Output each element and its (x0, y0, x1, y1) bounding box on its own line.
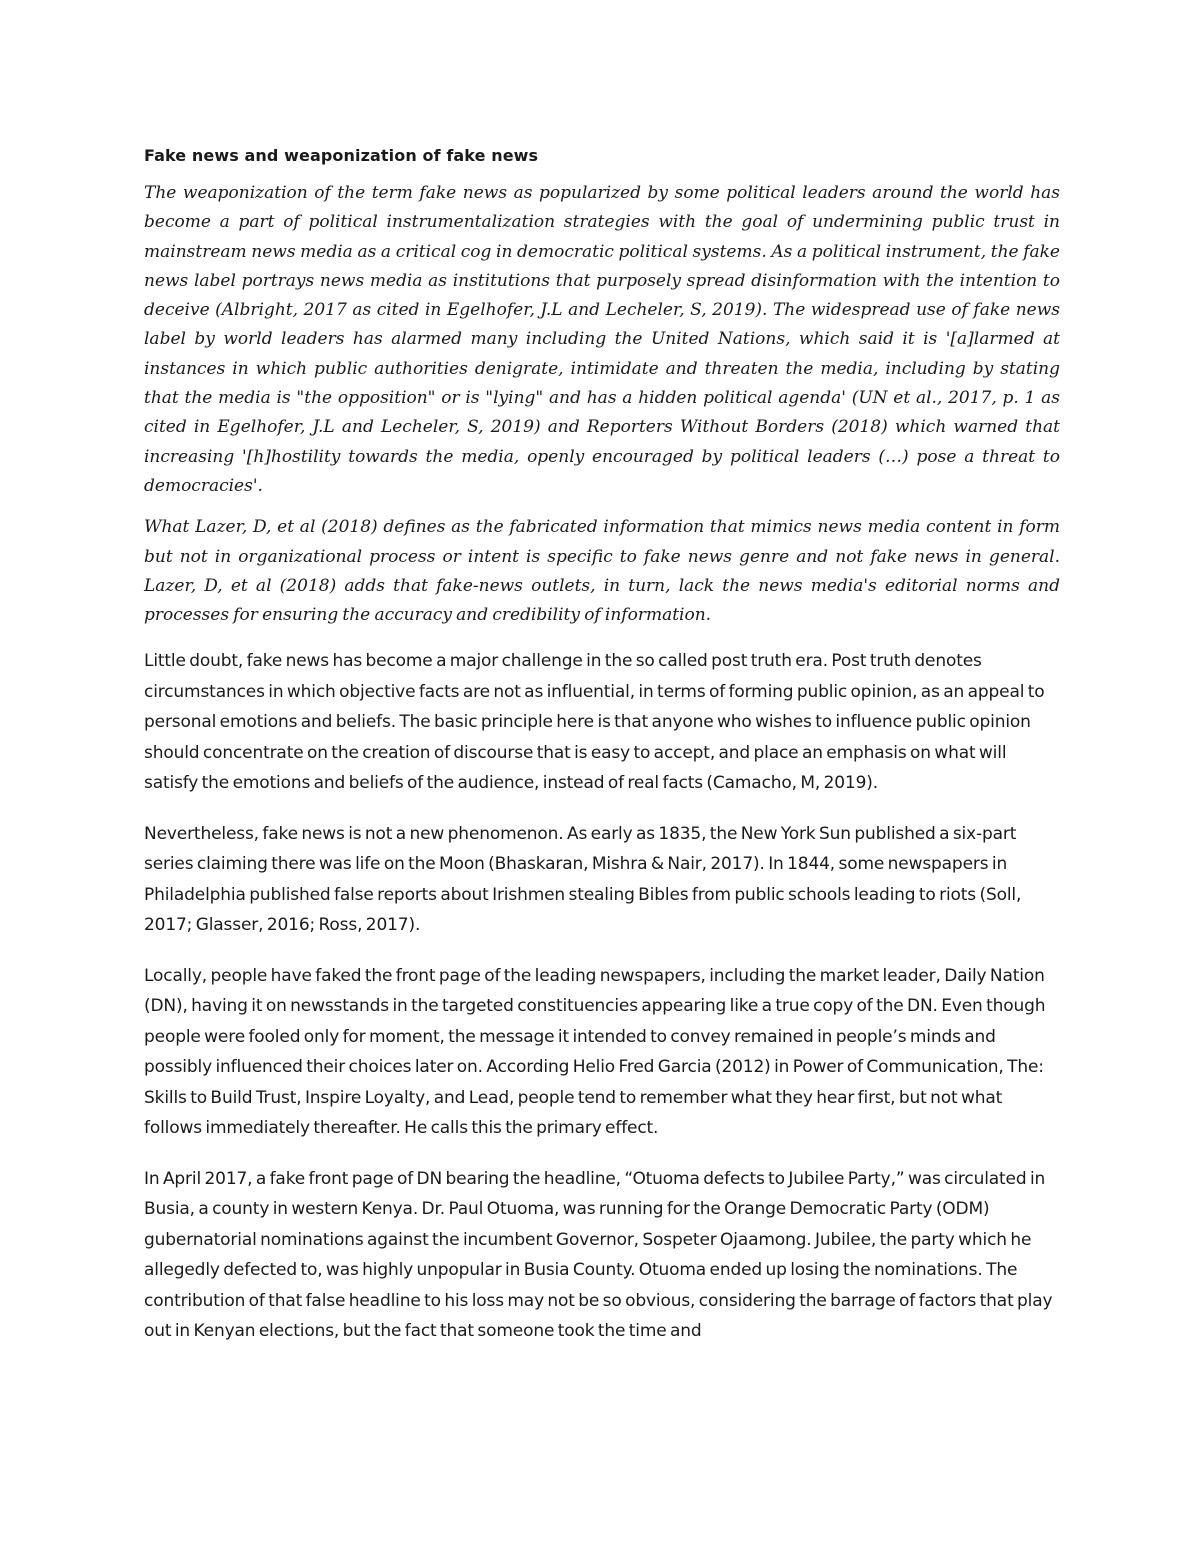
paragraph-otuoma-case: In April 2017, a fake front page of DN bearing the headline, “Otuoma defects to Jubilee Party,” was circulated in Busia, a county in western Kenya. Dr. Paul Otuoma, was running for the Orange Democratic Party (ODM) gubernatorial nominations against the incumbent Governor, Sospeter Ojaamong. Jubilee, the party which he allegedly defected to, was highly unpopular in Busia County. Otuoma ended up losing the nominations. The contribution of that false headline to his loss may not be so obvious, considering the barrage of factors that play out in Kenyan elections, but the fact that someone took the time and (144, 1168, 1053, 1342)
paragraph-weaponization: The weaponization of the term fake news as popularized by some political leaders around the world has become a part of political instrumentalization strategies with the goal of undermining public trust in mainstream news media as a critical cog in democratic political systems. As a political instrument, the fake news label portrays news media as institutions that purposely spread disinformation with the intention to deceive (Albright, 2017 as cited in Egelhofer, J.L and Lecheler, S, 2019). The widespread use of fake news label by world leaders has alarmed many including the United Nations, which said it is '[a]larmed at instances in which public authorities denigrate, intimidate and threaten the media, including by stating that the media is "the opposition" or is "lying" and has a hidden political agenda' (UN et al., 2017, p. 1 as cited in Egelhofer, J.L and Lecheler, S, 2019) and Reporters Without Borders (2018) which warned that increasing '[h]hostility towards the media, openly encouraged by political leaders (…) pose a threat to democracies'. (144, 183, 1060, 496)
document-title: Fake news and weaponization of fake news (144, 146, 539, 165)
paragraph-lazer-definition: What Lazer, D, et al (2018) defines as the fabricated information that mimics news media content in form but not in organizational process or intent is specific to fake news genre and not fake news in general. Lazer, D, et al (2018) adds that fake-news outlets, in turn, lack the news media's editorial norms and processes for ensuring the accuracy and credibility of information. (144, 517, 1060, 626)
paragraph-post-truth: Little doubt, fake news has become a major challenge in the so called post truth era. Post truth denotes circumstances in which objective facts are not as influential, in terms of forming public opinion, as an appeal to personal emotions and beliefs. The basic principle here is that anyone who wishes to influence public opinion should concentrate on the creation of discourse that is easy to accept, and place an emphasis on what will satisfy the emotions and beliefs of the audience, instead of real facts (Camacho, M, 2019). (144, 651, 1045, 794)
document-body (144, 141, 1060, 1367)
paragraph-local-examples: Locally, people have faked the front page of the leading newspapers, including the market leader, Daily Nation (DN), having it on newsstands in the targeted constituencies appearing like a true copy of the DN. Even though people were fooled only for moment, the message it intended to convey remained in people’s minds and possibly influenced their choices later on. According Helio Fred Garcia (2012) in Power of Communication, The: Skills to Build Trust, Inspire Loyalty, and Lead, people tend to remember what they hear first, but not what follows immediately thereafter. He calls this the primary effect. (144, 965, 1046, 1139)
paragraph-history: Nevertheless, fake news is not a new phenomenon. As early as 1835, the New York Sun published a six-part series claiming there was life on the Moon (Bhaskaran, Mishra & Nair, 2017). In 1844, some newspapers in Philadelphia published false reports about Irishmen stealing Bibles from public schools leading to riots (Soll, 2017; Glasser, 2016; Ross, 2017). (144, 823, 1022, 936)
